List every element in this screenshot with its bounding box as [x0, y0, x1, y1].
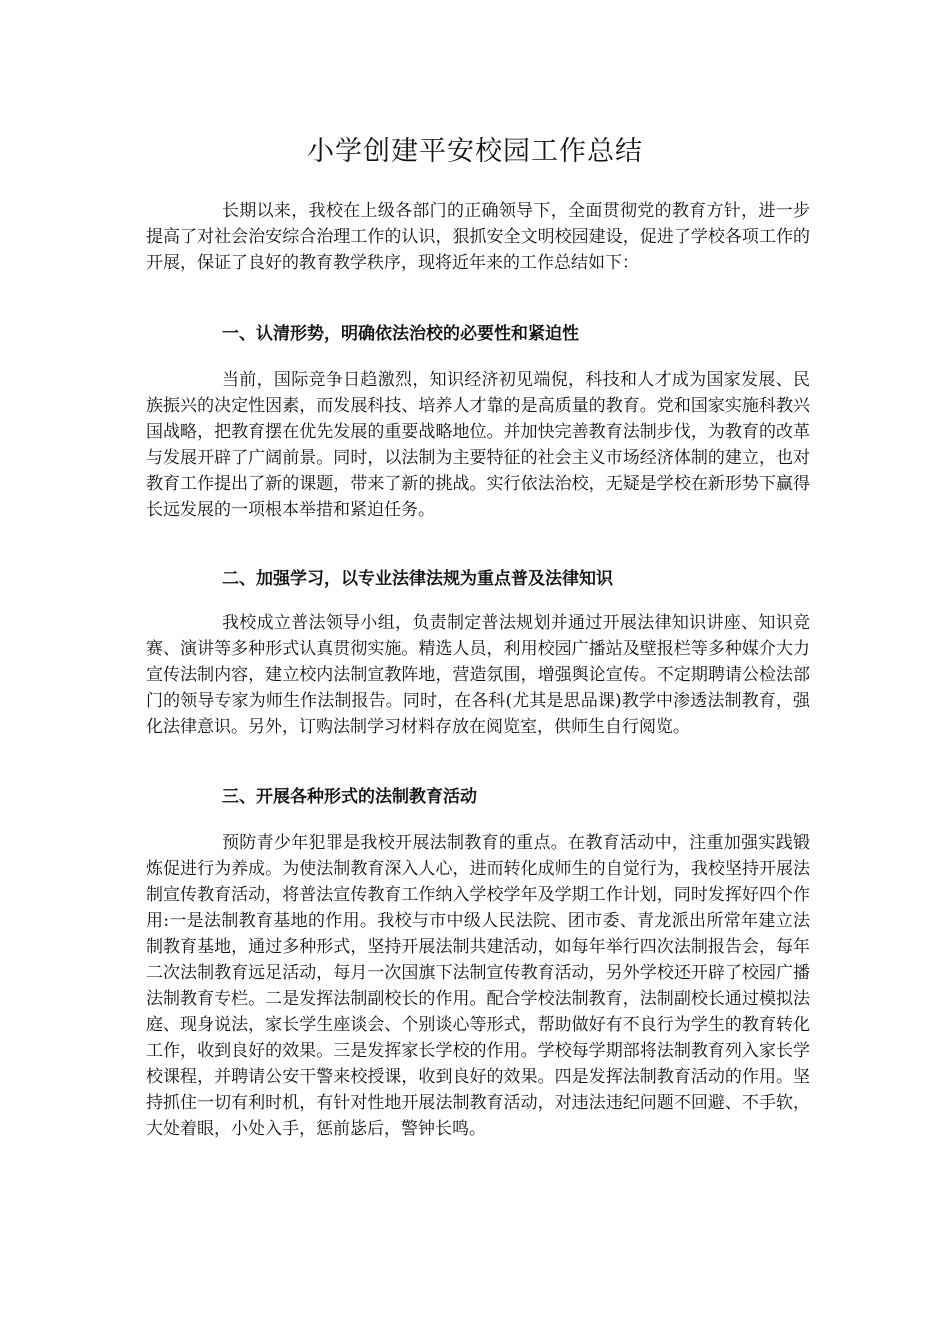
section-3-heading: 三、开展各种形式的法制教育活动 — [222, 787, 477, 807]
section-1-heading: 一、认清形势，明确依法治校的必要性和紧迫性 — [222, 324, 579, 344]
section-1-paragraph: 当前，国际竞争日趋激烈，知识经济初见端倪，科技和人才成为国家发展、民族振兴的决定性因素，而发展科技、培养人才靠的是高质量的教育。党和国家实施科教兴国战略，把教育摆在优先发展的重要战略地位。并加快完善教育法制步伐，为教育的改革与发展开辟了广阔前景。同时，以法制为主要特征的社会主义市场经济体制的建立，也对教育工作提出了新的课题，带来了新的挑战。实行依法治校，无疑是学校在新形势下赢得长远发展的一项根本举措和紧迫任务。 — [146, 370, 810, 520]
document-title: 小学创建平安校园工作总结 — [307, 136, 643, 167]
intro-paragraph: 长期以来，我校在上级各部门的正确领导下，全面贯彻党的教育方针，进一步提高了对社会治安综合治理工作的认识，狠抓安全文明校园建设，促进了学校各项工作的开展，保证了良好的教育教学秩序，现将近年来的工作总结如下： — [146, 201, 810, 273]
section-2-paragraph: 我校成立普法领导小组，负责制定普法规划并通过开展法律知识讲座、知识竞赛、演讲等多种形式认真贯彻实施。精选人员，利用校园广播站及壁报栏等多种媒介大力宣传法制内容，建立校内法制宣教阵地，营造氛围，增强舆论宣传。不定期聘请公检法部门的领导专家为师生作法制报告。同时，在各科(尤其是思品课)教学中渗透法制教育，强化法律意识。另外，订购法制学习材料存放在阅览室，供师生自行阅览。 — [146, 613, 810, 737]
section-2-heading: 二、加强学习，以专业法律法规为重点普及法律知识 — [222, 569, 613, 589]
section-3-paragraph: 预防青少年犯罪是我校开展法制教育的重点。在教育活动中，注重加强实践锻炼促进行为养成。为使法制教育深入人心，进而转化成师生的自觉行为，我校坚持开展法制宣传教育活动，将普法宣传教育工作纳入学校学年及学期工作计划，同时发挥好四个作用:一是法制教育基地的作用。我校与市中级人民法院、团市委、青龙派出所常年建立法制教育基地，通过多种形式，坚持开展法制共建活动，如每年举行四次法制报告会，每年二次法制教育远足活动，每月一次国旗下法制宣传教育活动，另外学校还开辟了校园广播法制教育专栏。二是发挥法制副校长的作用。配合学校法制教育，法制副校长通过模拟法庭、现身说法，家长学生座谈会、个别谈心等形式，帮助做好有不良行为学生的教育转化工作，收到良好的效果。三是发挥家长学校的作用。学校每学期部将法制教育列入家长学校课程，并聘请公安干警来校授课，收到良好的效果。四是发挥法制教育活动的作用。坚持抓住一切有利时机，有针对性地开展法制教育活动，对违法违纪问题不回避、不手软，大处着眼，小处入手，惩前毖后，警钟长鸣。 — [146, 833, 810, 1139]
